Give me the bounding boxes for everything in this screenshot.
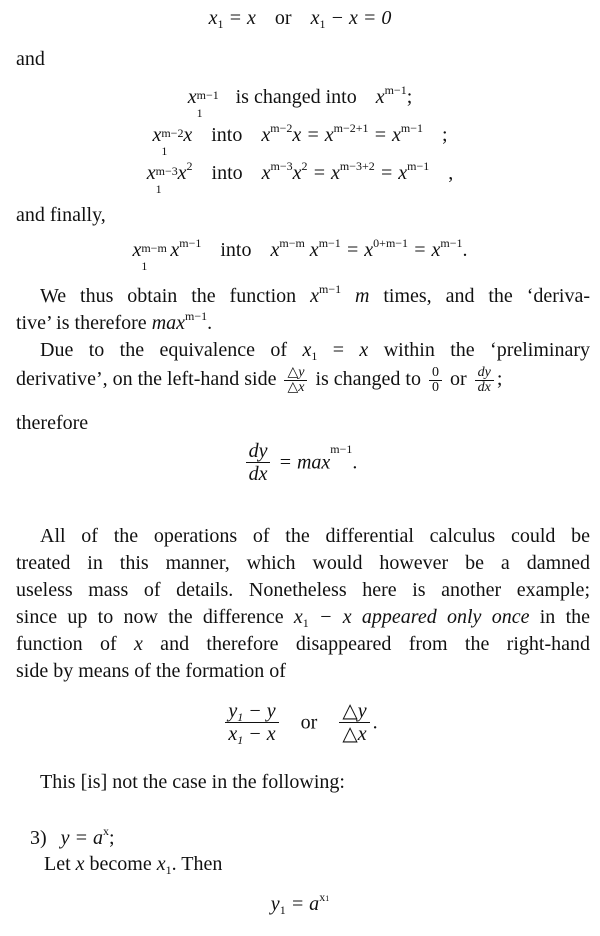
let-x-become-line: Let x become $x_1$. Then [44, 853, 223, 877]
fraction-dy-over-dx: $\frac{dy}{dx}$ [475, 366, 494, 395]
equation-m-minus-m: x m−m 1 $x^{m-1}$ into $x^{m-m}$ $x^{m-1} = x^{0+m-1} = x^{m-1}$. [132, 236, 468, 273]
paragraph-1-line-1: We thus obtain the function $x^{m-1}$ m times, and the ‘deriva- [40, 282, 590, 307]
paragraph-3-line-5: function of x and therefore disappeared from the right-hand [16, 633, 590, 655]
paragraph-3-line-1: All of the operations of the differential calculus could be [40, 525, 590, 547]
paragraph-3-line-4: since up to now the difference $x_1 - x$ appeared only once in the [16, 606, 591, 630]
fraction-y1-minus-y-over-x1-minus-x: $\frac{y_1 - y}{x_1 - x}$ [225, 700, 278, 745]
equation-derivative-result: $\frac{dy}{dx}$ = $\max^{m-1}$. [0, 440, 600, 494]
text-and-finally: and finally, [16, 204, 106, 226]
paragraph-2-line-3: therefore [16, 412, 89, 434]
paragraph-3-line-6: side by means of the formation of [16, 660, 286, 682]
paragraph-3-line-3: useless mass of details. Nonetheless here is another example; [16, 579, 590, 601]
paragraph-2-line-1: Due to the equivalence of $x_1 = x$ within the ‘preliminary [40, 339, 591, 363]
equation-difference-quotient: $\frac{y_1 - y}{x_1 - x}$ or $\frac{\triangle y}{\triangle x}$ . [0, 700, 600, 754]
equation-m-minus-2: x m−2 1 x into $x^{m-2}x = x^{m-2+1} = x^{m-1}$ ; [152, 121, 448, 158]
fraction-delta-y-delta-x: $\frac{\triangle y}{\triangle x}$ [339, 700, 369, 745]
paragraph-3-line-2: treated in this manner, which would however be a damned [16, 552, 590, 574]
equation-x1-equals-x: $x_1 = x$ or $x_1 - x = 0$ [208, 7, 392, 31]
text-and: and [16, 48, 45, 70]
paragraph-2-line-2: derivative’, on the left-hand side $\frac{\triangle y}{\triangle x}$ is changed to $\frac{0}{0}$ or $\frac{dy}{dx}$ ; [16, 365, 503, 395]
fraction-zero-over-zero: $\frac{0}{0}$ [429, 366, 442, 395]
equation-m-minus-3: x m−3 1 $x^2$ into $x^{m-3}x^2 = x^{m-3+2} = x^{m-1}$ , [146, 159, 454, 196]
paragraph-1-line-2: tive’ is therefore $\max^{m-1}$. [16, 309, 213, 334]
fraction-delta-y-over-delta-x: $\frac{\triangle y}{\triangle x}$ [284, 366, 307, 395]
paragraph-4: This [is] not the case in the following: [40, 771, 345, 793]
case-3-equation: 3) $y = a^x$; [30, 824, 115, 849]
equation-changed-into: x m−1 1 is changed into $x^{m-1}$; [187, 83, 413, 120]
equation-y1-equals-a-x1: $y_1 = a^{x1}$ [270, 890, 330, 917]
fraction-dy-dx: $\frac{dy}{dx}$ [246, 440, 271, 485]
